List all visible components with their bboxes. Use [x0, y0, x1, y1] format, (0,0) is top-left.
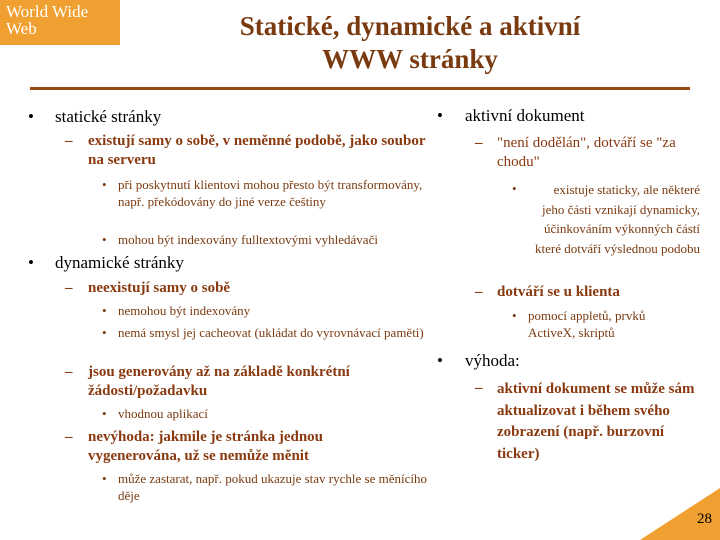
section-label-line2: Web [6, 19, 37, 38]
bullet-icon: • [437, 106, 443, 125]
static-sub-item: existují samy o sobě, v neměnné podobě, jako soubor na serveru [88, 133, 426, 168]
bullet-icon: • [437, 351, 443, 370]
title-divider [30, 87, 690, 90]
dynamic-sub-1: neexistují samy o sobě [88, 280, 231, 296]
active-sub-2: dotváří se u klienta [497, 284, 620, 300]
advantage-label: výhoda: [465, 351, 520, 370]
dynamic-sub-2: jsou generovány až na základě konkrétní žádosti/požadavku [88, 364, 350, 399]
bullet-icon: • [28, 107, 34, 126]
bullet-icon: • [102, 303, 107, 318]
bullet-icon: • [102, 471, 107, 486]
bullet-icon: • [512, 308, 517, 323]
static-bullet-2: mohou být indexovány fulltextovými vyhledávači [118, 232, 378, 247]
dash-icon: – [65, 133, 73, 149]
bullet-icon: • [102, 325, 107, 340]
dash-icon: – [475, 284, 483, 300]
dash-icon: – [475, 380, 483, 396]
dynamic-sub-3: nevýhoda: jakmile je stránka jednou vygenerována, už se nemůže měnit [88, 429, 324, 464]
active-sub-1: "není dodělán", dotváří se "za chodu" [497, 135, 676, 170]
dynamic-pages-label: dynamické stránky [55, 253, 184, 272]
static-pages-label: statické stránky [55, 107, 162, 126]
static-bullet-1: při poskytnutí klientovi mohou přesto být transformovány, např. překódovány do jiné verze češtiny [118, 177, 423, 209]
page-number: 28 [697, 511, 712, 527]
active-sub-2-bullet-1: pomocí appletů, prvků ActiveX, skriptů [528, 308, 646, 340]
section-label-box [0, 0, 120, 45]
dash-icon: – [65, 280, 73, 296]
bullet-icon: • [102, 177, 107, 192]
bullet-icon: • [102, 406, 107, 421]
active-document-label: aktivní dokument [465, 106, 585, 125]
bullet-icon: • [102, 232, 107, 247]
dynamic-sub-1-bullet-2: nemá smysl jej cacheovat (ukládat do vyrovnávací paměti) [118, 325, 424, 340]
active-sub-1-bullet-1: existuje staticky, ale některé jeho části vznikají dynamicky, účinkováním výkonných částí které dotváří výslednou podobu [535, 182, 700, 256]
dash-icon: – [475, 135, 483, 151]
slide-title [160, 10, 660, 76]
slide-title-line1: Statické, dynamické a aktivní [239, 11, 581, 41]
dynamic-sub-3-bullet-1: může zastarat, např. pokud ukazuje stav rychle se měnícího děje [118, 471, 427, 503]
section-label-line1: World Wide [6, 2, 89, 21]
dynamic-sub-2-bullet-1: vhodnou aplikací [118, 406, 208, 421]
dynamic-sub-1-bullet-1: nemohou být indexovány [118, 303, 251, 318]
dash-icon: – [65, 429, 73, 445]
advantage-sub-1: aktivní dokument se může sám aktualizovat i během svého zobrazení (např. burzovní ticker) [497, 381, 695, 462]
slide-title-line2: WWW stránky [322, 44, 498, 74]
dash-icon: – [65, 364, 73, 380]
bullet-icon: • [512, 181, 517, 196]
bullet-icon: • [28, 253, 34, 272]
